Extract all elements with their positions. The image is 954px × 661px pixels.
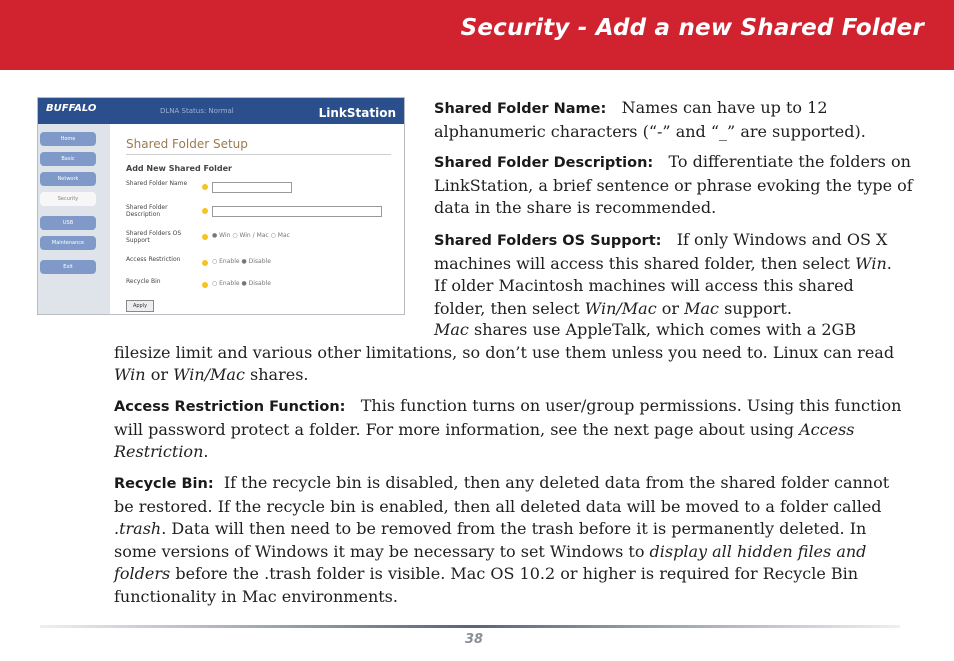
required-dot-icon xyxy=(202,184,208,190)
screenshot-status: DLNA Status: Normal xyxy=(160,107,234,115)
page-title: Security - Add a new Shared Folder xyxy=(460,15,924,41)
recycle-bin-text-3: before the .trash folder is visible. Mac OS 10.2 or higher is required for Recycle Bin functionality in Mac environments. xyxy=(114,564,859,606)
required-dot-icon xyxy=(202,260,208,266)
os-support-text-3: support. xyxy=(724,298,792,318)
os-support-winmac: Win/Mac xyxy=(584,298,657,318)
screenshot-row-label: Shared Folder Name xyxy=(126,180,188,187)
screenshot-nav-exit: Exit xyxy=(40,260,96,274)
para-os-support-a xyxy=(434,229,904,320)
recycle-bin-trash: .trash xyxy=(114,519,162,538)
access-restriction-text: This function turns on user/group permissions. Using this function will password protect a folder. For more information, see the next page about using xyxy=(114,396,902,439)
screenshot-row-os-support xyxy=(126,230,381,250)
os-support-text-5: shares. xyxy=(250,365,309,384)
os-support-or-1: or xyxy=(661,298,680,318)
os-support-win: Win xyxy=(855,253,887,273)
para-shared-folder-name xyxy=(434,97,924,143)
screenshot-name-field xyxy=(212,182,292,193)
screenshot-nav-security: Security xyxy=(40,192,96,206)
screenshot-page-title: Shared Folder Setup xyxy=(126,137,248,151)
os-support-or-2: or xyxy=(150,365,168,384)
os-support-text-1: If only Windows and OS X machines will access this shared folder, then select xyxy=(434,230,888,273)
screenshot-nav-basic: Basic xyxy=(40,152,96,166)
screenshot-row-label: Access Restriction xyxy=(126,256,181,263)
required-dot-icon xyxy=(202,282,208,288)
screenshot-row-label: Shared Folders OS Support xyxy=(126,230,182,244)
screenshot-row-recycle xyxy=(126,278,381,298)
screenshot-section-title: Add New Shared Folder xyxy=(126,164,232,173)
os-support-win-2: Win xyxy=(114,365,146,384)
access-restriction-link: Access Restriction xyxy=(114,419,855,461)
screenshot-recycle-options: ○ Enable ● Disable xyxy=(212,280,271,287)
term-access-restriction: Access Restriction Function: xyxy=(114,399,346,415)
os-support-winmac-2: Win/Mac xyxy=(173,365,245,384)
screenshot-description-field xyxy=(212,206,382,217)
para-shared-folder-description xyxy=(434,151,926,220)
term-shared-folder-name: Shared Folder Name: xyxy=(434,101,607,117)
screenshot-nav-home: Home xyxy=(40,132,96,146)
screenshot-row-label: Shared Folder Description xyxy=(126,204,168,218)
desc-shared-folder-name: Names can have up to 12 alphanumeric characters (“-” and “_” are supported). xyxy=(434,98,866,141)
footer-divider xyxy=(40,625,900,628)
os-support-mac-2: Mac xyxy=(434,320,469,339)
term-os-support: Shared Folders OS Support: xyxy=(434,233,662,249)
os-support-mac: Mac xyxy=(684,298,720,318)
recycle-bin-text-1: If the recycle bin is disabled, then any deleted data from the shared folder cannot be restored. If the recycle bin is enabled, then all deleted data will be moved to a folder called xyxy=(114,473,890,516)
screenshot-row-description xyxy=(126,204,381,224)
screenshot-nav-usb: USB xyxy=(40,216,96,230)
para-os-support-b xyxy=(114,319,914,387)
recycle-bin-display-hidden: display all hidden files and folders xyxy=(114,541,867,583)
page-number: 38 xyxy=(465,632,484,647)
screenshot-brand: LinkStation xyxy=(318,106,396,120)
screenshot-top-bar xyxy=(38,98,404,124)
ui-screenshot-figure xyxy=(37,97,405,315)
screenshot-row-name xyxy=(126,180,381,200)
term-shared-folder-description: Shared Folder Description: xyxy=(434,155,654,171)
para-access-restriction xyxy=(114,395,914,464)
access-restriction-end: . xyxy=(203,442,209,461)
screenshot-divider xyxy=(126,154,391,155)
recycle-bin-text-2: . Data will then need to be removed from the trash before it is permanently deleted. In some versions of Windows it may be necessary to set Windows to xyxy=(114,519,867,561)
os-support-text-4: shares use AppleTalk, which comes with a 2GB filesize limit and various other limitations, so don’t use them unless you need to. Linux can read xyxy=(114,320,895,362)
screenshot-nav-maintenance: Maintenance xyxy=(40,236,96,250)
required-dot-icon xyxy=(202,234,208,240)
os-support-text-2: . If older Macintosh machines will access this shared folder, then select xyxy=(434,253,892,318)
screenshot-nav-network: Network xyxy=(40,172,96,186)
para-recycle-bin xyxy=(114,472,904,608)
screenshot-nav xyxy=(38,124,110,315)
screenshot-os-options: ● Win ○ Win / Mac ○ Mac xyxy=(212,232,290,239)
screenshot-apply-button: Apply xyxy=(126,300,154,312)
screenshot-main xyxy=(110,124,405,315)
header-bar xyxy=(0,0,954,70)
screenshot-access-options: ○ Enable ● Disable xyxy=(212,258,271,265)
screenshot-logo: BUFFALO xyxy=(46,103,97,114)
required-dot-icon xyxy=(202,208,208,214)
screenshot-row-access xyxy=(126,256,381,276)
desc-shared-folder-description: To differentiate the folders on LinkStation, a brief sentence or phrase evoking the type of data in the share is recommended. xyxy=(434,152,913,217)
screenshot-row-label: Recycle Bin xyxy=(126,278,161,285)
term-recycle-bin: Recycle Bin: xyxy=(114,476,214,492)
